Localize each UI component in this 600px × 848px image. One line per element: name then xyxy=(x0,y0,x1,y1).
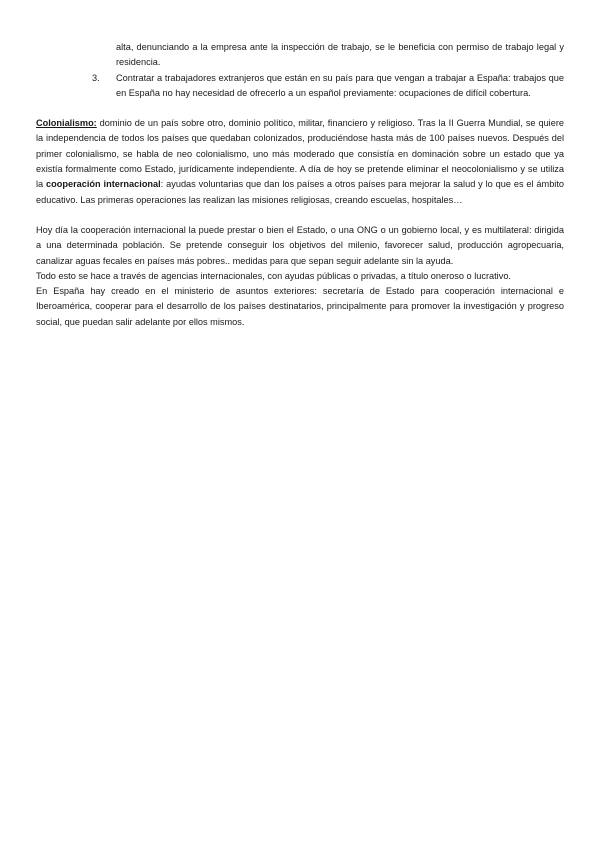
cooperacion-paragraph-2: Todo esto se hace a través de agencias internacionales, con ayudas públicas o privadas, a título oneroso o lucrativo. xyxy=(36,270,511,281)
list-item-3-text: Contratar a trabajadores extranjeros que están en su país para que vengan a trabajar a España: trabajos que en España no hay necesidad de ofrecerlo a un español previamente: ocupaciones de difícil cobertura. xyxy=(116,72,564,98)
cooperacion-paragraph-3: En España hay creado en el ministerio de asuntos exteriores: secretaría de Estado para cooperación internacional e Iberoamérica, cooperar para el desarrollo de los países destinatarios, principalmente para promover la investigación y progreso social, que puedan salir adelante por ellos mismos. xyxy=(36,286,564,327)
colonialismo-text-2: : ayudas voluntarias que dan los países a otros países para mejorar la salud y lo que es el ámbito educativo. Las primeras operaciones las realizan las misiones religiosas, creando escuelas, hospitales… xyxy=(36,179,565,205)
list-item-3 xyxy=(92,71,564,102)
colonialismo-paragraph xyxy=(36,116,564,208)
cooperacion-internacional-term: cooperación internacional xyxy=(46,179,161,190)
colonialismo-text-1: dominio de un país sobre otro, dominio político, militar, financiero y religioso. Tras la II Guerra Mundial, se quiere la independencia de todos los países que quedaban colonizados, produciéndose hasta más de 100 países nuevos. Después del primer colonialismo, se habla de neo colonialismo, uno más moderado que consistía en dominación sobre un estado que ya existía formalmente como Estado, jurídicamente independiente. A día de hoy se pretende eliminar el neocolonialismo y se utiliza la xyxy=(36,118,564,190)
list-item-2-continuation xyxy=(116,40,564,71)
cooperacion-paragraph-1: Hoy día la cooperación internacional la puede prestar o bien el Estado, o una ONG o un gobierno local, y es multilateral: dirigida a una determinada población. Se pretende conseguir los objetivos del milenio, favorecer salud, producción agropecuaria, canalizar aguas fecales en países más pobres.. medidas para que sepan seguir adelante sin la ayuda. xyxy=(36,224,564,266)
colonialismo-term: Colonialismo: xyxy=(36,118,97,129)
list-number: 3. xyxy=(92,72,100,83)
cooperacion-section xyxy=(36,223,564,330)
list-item-2-text: alta, denunciando a la empresa ante la inspección de trabajo, se le beneficia con permiso de trabajo legal y residencia. xyxy=(116,42,564,68)
